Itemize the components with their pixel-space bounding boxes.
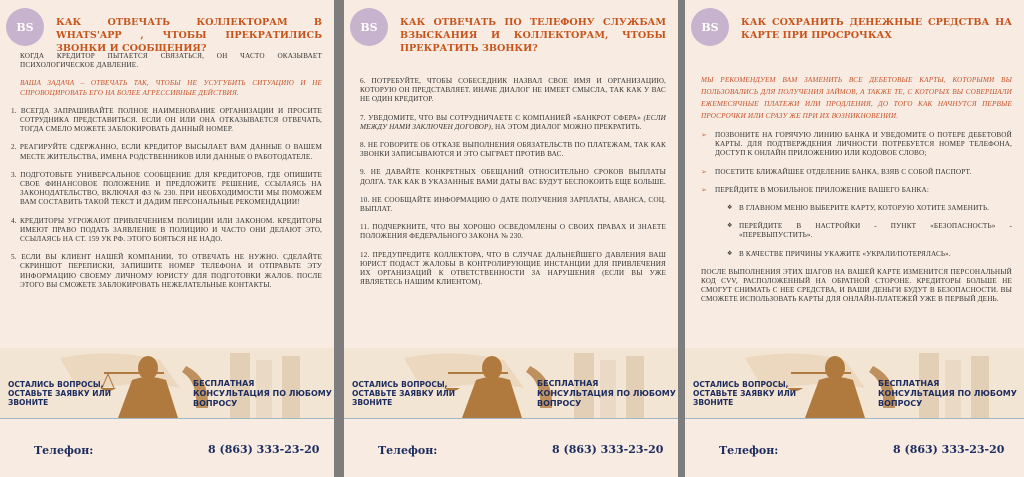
phone-number[interactable]: 8 (863) 333-23-20 [208,443,320,456]
page-body [360,77,666,296]
company-logo: BS [691,8,729,46]
phone-label: Телефон: [719,444,779,457]
phone-label: Телефон: [34,444,94,457]
list-item [360,114,666,132]
intro-text: МЫ РЕКОМЕНДУЕМ ВАМ ЗАМЕНИТЬ ВСЕ ДЕБЕТОВЫЕ КАРТЫ, КОТОРЫМИ ВЫ ПОЛЬЗОВАЛИСЬ ДЛЯ ПОЛУЧЕНИЯ ЗАЙМОВ, А ТАКЖЕ ТЕ, С КОТОРЫХ ВЫ СОВЕРШАЛИ ЕЖЕМЕСЯЧНЫЕ ПЛАТЕЖИ ИЛИ ПРОДЛЕНИЯ, ДО ТОГО КАК НАЧНУТСЯ ПЕРВЫЕ ПРОСРОЧКИ ИЛИ СРАЗУ ЖЕ ПРИ ИХ ВОЗНИКНОВЕНИИ. [701,76,1012,120]
page-3 [685,0,1024,477]
page-title: КАК СОХРАНИТЬ ДЕНЕЖНЫЕ СРЕДСТВА НА КАРТЕ ПРИ ПРОСРОЧКАХ [741,17,1012,41]
phone-number[interactable]: 8 (863) 333-23-20 [893,443,1005,456]
list-item-text: , НА ЭТОМ ДИАЛОГ МОЖНО ПРЕКРАТИТЬ. [491,122,642,131]
consultation-text: БЕСПЛАТНАЯ КОНСУЛЬТАЦИЯ ПО ЛЮБОМУ ВОПРОСУ [537,379,676,408]
list-item: 9. НЕ ДАВАЙТЕ КОНКРЕТНЫХ ОБЕЩАНИЙ ОТНОСИТЕЛЬНО СРОКОВ ВЫПЛАТЫ ДОЛГА. ТАК КАК В УКАЗАННЫЕ ВАМИ ДАТЫ ВАС БУДУТ БЕСПОКОИТЬ ЕЩЕ БОЛЬШЕ. [360,168,666,186]
questions-text: ОСТАЛИСЬ ВОПРОСЫ, ОСТАВЬТЕ ЗАЯВКУ ИЛИ ЗВОНИТЕ [8,380,112,407]
consultation-text: БЕСПЛАТНАЯ КОНСУЛЬТАЦИЯ ПО ЛЮБОМУ ВОПРОСУ [878,379,1017,408]
page-title: КАК ОТВЕЧАТЬ ПО ТЕЛЕФОНУ СЛУЖБАМ ВЗЫСКАНИЯ И КОЛЛЕКТОРАМ, ЧТОБЫ ПРЕКРАТИТЬ ЗВОНКИ? [400,17,666,54]
page-body [701,74,1012,314]
company-logo: BS [6,8,44,46]
list-item: 10. НЕ СООБЩАЙТЕ ИНФОРМАЦИЮ О ДАТЕ ПОЛУЧЕНИЯ ЗАРПЛАТЫ, АВАНСА, СОЦ. ВЫПЛАТ. [360,195,666,214]
phone-number[interactable]: 8 (863) 333-23-20 [552,443,664,456]
list-item: ➢ ПЕРЕЙДИТЕ В МОБИЛЬНОЕ ПРИЛОЖЕНИЕ ВАШЕГО БАНКА: [701,186,1012,195]
list-item: 5. ЕСЛИ ВЫ КЛИЕНТ НАШЕЙ КОМПАНИИ, ТО ОТВЕЧАТЬ НЕ НУЖНО. СДЕЛАЙТЕ СКРИНШОТ ПЕРЕПИСКИ, ЗАПИШИТЕ НОМЕР ТЕЛЕФОНА И ОТПРАВЬТЕ ЭТУ ИНФОРМАЦИЮ СВОЕМУ ЛИЧНОМУ ЮРИСТУ ДЛЯ ПОДГОТОВКИ ЖАЛОБ. ПОСЛЕ ЭТОГО ВЫ СМОЖЕТЕ ЗАБЛОКИРОВАТЬ НЕЖЕЛАТЕЛЬНЫЕ КОНТАКТЫ. [11,253,322,289]
phone-label: Телефон: [378,444,438,457]
page-gap [678,0,685,477]
company-logo: BS [350,8,388,46]
task-text: ВАША ЗАДАЧА – ОТВЕЧАТЬ ТАК, ЧТОБЫ НЕ УСУГУБИТЬ СИТУАЦИЮ И НЕ СПРОВОЦИРОВАТЬ ЕГО НА БОЛЕЕ АГРЕССИВНЫЕ ДЕЙСТВИЯ. [20,79,322,97]
questions-text: ОСТАЛИСЬ ВОПРОСЫ, ОСТАВЬТЕ ЗАЯВКУ ИЛИ ЗВОНИТЕ [352,380,456,407]
list-item: 8. НЕ ГОВОРИТЕ ОБ ОТКАЗЕ ВЫПОЛНЕНИЯ ОБЯЗАТЕЛЬСТВ ПО ПЛАТЕЖАМ, ТАК КАК ЗВОНКИ ЗАПИСЫВАЮТСЯ И ЭТО СЫГРАЕТ ПРОТИВ ВАС. [360,141,666,159]
list-item: 4. КРЕДИТОРЫ УГРОЖАЮТ ПРИВЛЕЧЕНИЕМ ПОЛИЦИИ ИЛИ ЗАКОНОМ. КРЕДИТОРЫ ИМЕЮТ ПРАВО ПОДАТЬ ЗАЯВЛЕНИЕ В ПОЛИЦИЮ И ЧАСТО ОНИ ДЕЛАЮТ ЭТО, ССЫЛАЯСЬ НА СТ. 159 УК РФ. ЭТОГО БОЯТЬСЯ НЕ НАДО. [11,216,322,244]
list-item: 3. ПОДГОТОВЬТЕ УНИВЕРСАЛЬНОЕ СООБЩЕНИЕ ДЛЯ КРЕДИТОРОВ, ГДЕ ОПИШИТЕ СВОЕ ФИНАНСОВОЕ ПОЛОЖЕНИЕ И ПРЕДЛОЖИТЕ РЕШЕНИЕ, ССЫЛАЯСЬ НА ЗАКОНОДАТЕЛЬСТВО, ВКЛЮЧАЯ ФЗ № 230. ПРИ НЕОБХОДИМОСТИ МЫ ПОМОЖЕМ ВАМ СОСТАВИТЬ ТАКОЙ ТЕКСТ И ДАДИМ ПЕРСОНАЛЬНЫЕ РЕКОМЕНДАЦИИ! [11,170,322,207]
sub-item: ❖ ПЕРЕЙДИТЕ В НАСТРОЙКИ - ПУНКТ «БЕЗОПАСНОСТЬ» - «ПЕРЕВЫПУСТИТЬ». [701,222,1012,240]
page-1 [0,0,334,477]
list-item: 2. РЕАГИРУЙТЕ СДЕРЖАННО, ЕСЛИ КРЕДИТОР ВЫСЫЛАЕТ ВАМ ДАННЫЕ О ВАШЕМ МЕСТЕ ЖИТЕЛЬСТВА, ИМЕНА РОДСТВЕННИКОВ ИЛИ ДАННЫЕ О РАБОТОДАТЕЛЕ. [11,143,322,161]
list-item: ➢ ПОСЕТИТЕ БЛИЖАЙШЕЕ ОТДЕЛЕНИЕ БАНКА, ВЗЯВ С СОБОЙ ПАСПОРТ. [701,168,1012,177]
list-item: 1. ВСЕГДА ЗАПРАШИВАЙТЕ ПОЛНОЕ НАИМЕНОВАНИЕ ОРГАНИЗАЦИИ И ПРОСИТЕ СОТРУДНИКА ПРЕДСТАВИТЬСЯ. ЕСЛИ ОН ИЛИ ОНА ОТКАЗЫВАЕТСЯ ОТВЕЧАТЬ, ТОГДА СМЕЛО МОЖЕТЕ ЗАБЛОКИРОВАТЬ ДАННЫЙ НОМЕР. [11,106,322,134]
sub-item: ❖ В ГЛАВНОМ МЕНЮ ВЫБЕРИТЕ КАРТУ, КОТОРУЮ ХОТИТЕ ЗАМЕНИТЬ. [701,204,1012,213]
contact-banner [685,348,1024,418]
list-item: 12. ПРЕДУПРЕДИТЕ КОЛЛЕКТОРА, ЧТО В СЛУЧАЕ ДАЛЬНЕЙШЕГО ДАВЛЕНИЯ ВАШ ЮРИСТ ПОДАСТ ЖАЛОБЫ В КОНТРОЛИРУЮЩИЕ ИНСТАНЦИИ ДЛЯ ПРИВЛЕЧЕНИЯ ИХ ОРГАНИЗАЦИЙ К ОТВЕТСТВЕННОСТИ ЗА НАРУШЕНИЯ (ЕСЛИ ВЫ УЖЕ ЯВЛЯЕТЕСЬ НАШИМ КЛИЕНТОМ). [360,250,666,287]
contact-banner [344,348,678,418]
page-gap [334,0,344,477]
list-item-note: (ЕСЛИ МЕЖДУ НАМИ ЗАКЛЮЧЕН ДОГОВОР) [360,113,666,131]
page-title: КАК ОТВЕЧАТЬ КОЛЛЕКТОРАМ В WHATS'APP , ЧТОБЫ ПРЕКРАТИЛИСЬ ЗВОНКИ И СООБЩЕНИЯ? [56,17,322,54]
intro-text: КОГДА КРЕДИТОР ПЫТАЕТСЯ СВЯЗАТЬСЯ, ОН ЧАСТО ОКАЗЫВАЕТ ПСИХОЛОГИЧЕСКОЕ ДАВЛЕНИЕ. [20,52,322,70]
phone-footer [344,418,678,477]
list-item: ➢ ПОЗВОНИТЕ НА ГОРЯЧУЮ ЛИНИЮ БАНКА И УВЕДОМИТЕ О ПОТЕРЕ ДЕБЕТОВОЙ КАРТЫ. ДЛЯ ПОДТВЕРЖДЕНИЯ ЛИЧНОСТИ ПОТРЕБУЕТСЯ НОМЕР ТЕЛЕФОНА, ДОСТУП К ОНЛАЙН ПРИЛОЖЕНИЮ ИЛИ КОДОВОЕ СЛОВО; [701,131,1012,159]
contact-banner [0,348,334,418]
page-2 [344,0,678,477]
list-item: 11. ПОДЧЕРКНИТЕ, ЧТО ВЫ ХОРОШО ОСВЕДОМЛЕНЫ О СВОИХ ПРАВАХ И ЗНАЕТЕ ПОЛОЖЕНИЯ ФЕДЕРАЛЬНОГО ЗАКОНА № 230. [360,223,666,241]
phone-footer [685,418,1024,477]
questions-text: ОСТАЛИСЬ ВОПРОСЫ, ОСТАВЬТЕ ЗАЯВКУ ИЛИ ЗВОНИТЕ [693,380,797,407]
consultation-text: БЕСПЛАТНАЯ КОНСУЛЬТАЦИЯ ПО ЛЮБОМУ ВОПРОСУ [193,379,332,408]
list-item: 6. ПОТРЕБУЙТЕ, ЧТОБЫ СОБЕСЕДНИК НАЗВАЛ СВОЕ ИМЯ И ОРГАНИЗАЦИЮ, КОТОРУЮ ОН ПРЕДСТАВЛЯЕТ. ИНАЧЕ ДИАЛОГ НЕ ИМЕЕТ СМЫСЛА, ТАК КАК У ВАС НЕ ОДИН КРЕДИТОР. [360,77,666,104]
phone-footer [0,418,334,477]
list-item-text: 7. УВЕДОМИТЕ, ЧТО ВЫ СОТРУДНИЧАЕТЕ С КОМПАНИЕЙ «БАНКРОТ СФЕРА» [360,113,644,122]
outro-text: ПОСЛЕ ВЫПОЛНЕНИЯ ЭТИХ ШАГОВ НА ВАШЕЙ КАРТЕ ИЗМЕНИТСЯ ПЕРСОНАЛЬНЫЙ КОД CVV, РАСПОЛОЖЕННЫЙ НА ОБРАТНОЙ СТОРОНЕ. КРЕДИТОРЫ БОЛЬШЕ НЕ СМОГУТ СНИМАТЬ С НЕЕ СРЕДСТВА, И ВАШИ ДЕНЬГИ БУДУТ В БЕЗОПАСНОСТИ. ВЫ СМОЖЕТЕ ИСПОЛЬЗОВАТЬ КАРТЫ ДЛЯ ОНЛАЙН-ПЛАТЕЖЕЙ УЖЕ В ПЕРВЫЙ ДЕНЬ. [701,267,1012,304]
sub-item: ❖ В КАЧЕСТВЕ ПРИЧИНЫ УКАЖИТЕ «УКРАЛИ/ПОТЕРЯЛАСЬ». [701,250,1012,259]
page-body [8,52,322,299]
